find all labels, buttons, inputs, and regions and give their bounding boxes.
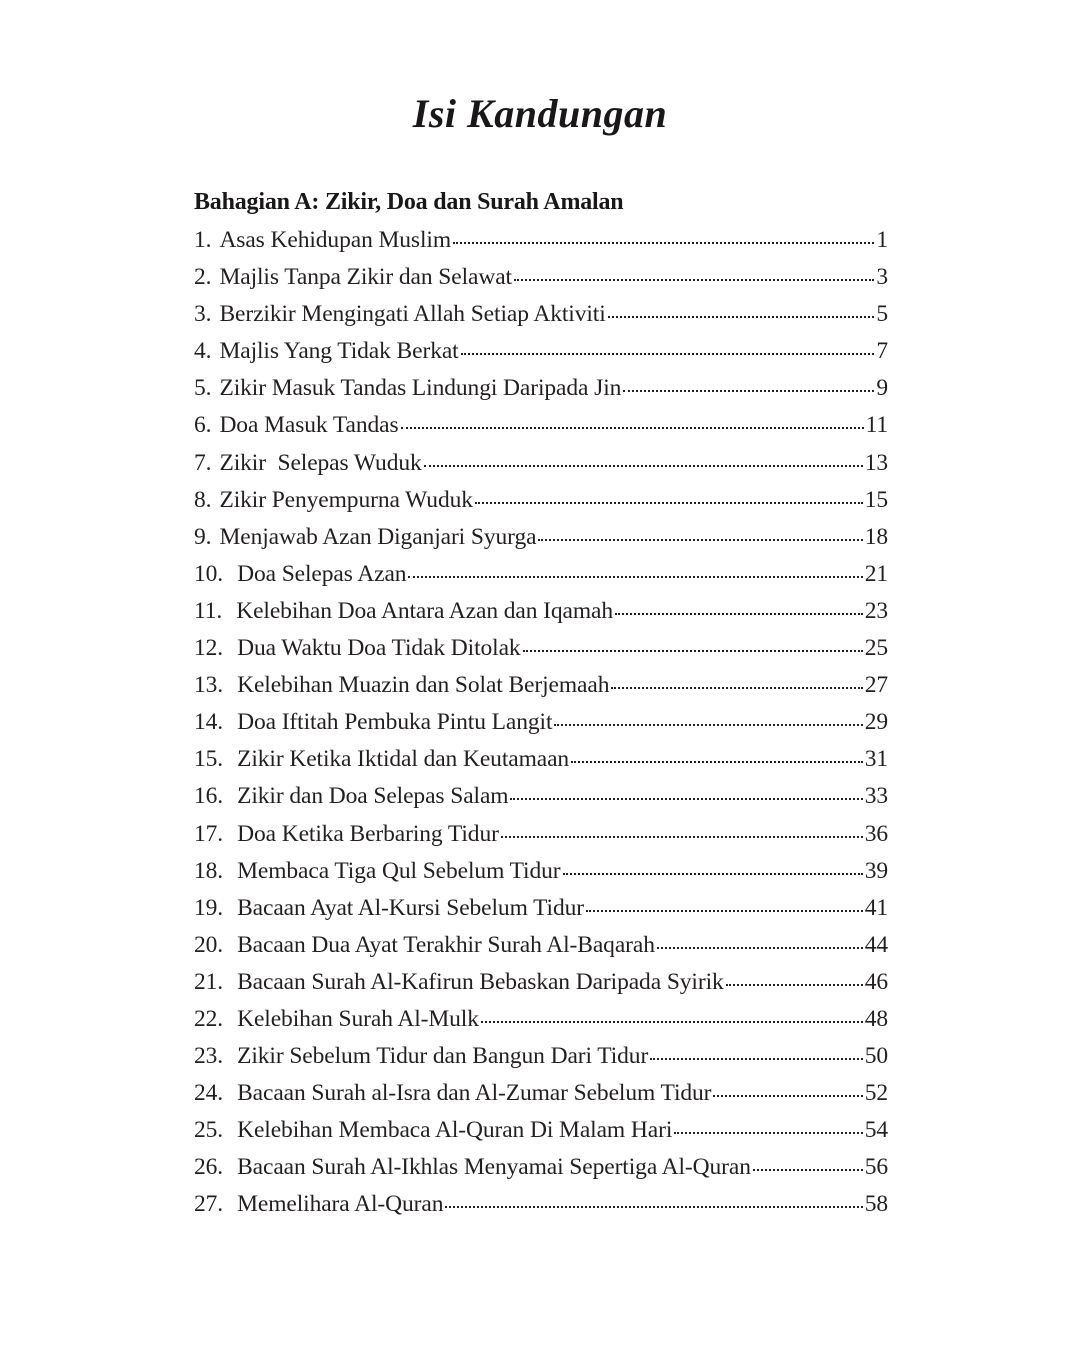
toc-entry-title: Kelebihan Membaca Al-Quran Di Malam Hari	[237, 1117, 673, 1144]
toc-entry-number: 19.	[194, 894, 224, 921]
dot-leader	[623, 372, 874, 396]
toc-entry-page-number: 11	[865, 412, 888, 439]
toc-entry-title: Bacaan Surah Al-Kafirun Bebaskan Daripada Syirik	[237, 968, 724, 995]
toc-entry[interactable]	[194, 407, 888, 444]
toc-entry-number: 17.	[194, 820, 224, 847]
toc-entry[interactable]	[194, 556, 888, 593]
toc-entry-page-number: 46	[864, 968, 888, 995]
toc-entry-page-number: 15	[864, 486, 888, 513]
toc-entry-title: Zikir Penyempurna Wuduk	[219, 486, 473, 513]
toc-entry-page-number: 58	[864, 1191, 888, 1218]
toc-section	[194, 186, 888, 1224]
dot-leader	[514, 261, 874, 285]
dot-leader	[674, 1114, 862, 1138]
toc-entry-page-number: 29	[864, 709, 888, 736]
toc-entry-number: 26.	[194, 1154, 224, 1181]
toc-entry-number: 10.	[194, 560, 224, 587]
toc-entry-title: Doa Selepas Azan	[237, 560, 407, 587]
toc-entry-page-number: 41	[864, 894, 888, 921]
toc-entry-page-number: 9	[876, 375, 888, 402]
toc-entry[interactable]	[194, 890, 888, 927]
toc-entry-number: 7.	[194, 449, 212, 476]
toc-entry-page-number: 31	[864, 746, 888, 773]
toc-entry[interactable]	[194, 445, 888, 482]
toc-entry-number: 15.	[194, 746, 224, 773]
toc-entry-page-number: 54	[864, 1117, 888, 1144]
dot-leader	[571, 743, 863, 767]
toc-entry-title: Majlis Yang Tidak Berkat	[219, 338, 459, 365]
toc-entry-number: 6.	[194, 412, 212, 439]
toc-entry[interactable]	[194, 1075, 888, 1112]
toc-entry-page-number: 39	[864, 857, 888, 884]
toc-entry-title: Berzikir Mengingati Allah Setiap Aktiviti	[219, 301, 606, 328]
toc-entry[interactable]	[194, 259, 888, 296]
toc-entry-number: 16.	[194, 783, 224, 810]
toc-entry-title: Membaca Tiga Qul Sebelum Tidur	[237, 857, 561, 884]
toc-entry-number: 4.	[194, 338, 212, 365]
toc-entry-page-number: 1	[876, 227, 888, 253]
toc-entry[interactable]	[194, 296, 888, 333]
toc-entry-title: Asas Kehidupan Muslim	[219, 227, 452, 253]
dot-leader	[713, 1077, 862, 1101]
toc-entry-number: 1.	[194, 227, 212, 253]
dot-leader	[453, 224, 874, 248]
toc-entry[interactable]	[194, 630, 888, 667]
toc-entry-page-number: 48	[864, 1005, 888, 1032]
dot-leader	[563, 854, 863, 878]
dot-leader	[538, 520, 862, 544]
toc-entry-number: 20.	[194, 931, 224, 958]
toc-entry-page-number: 7	[876, 338, 888, 365]
dot-leader	[501, 817, 863, 841]
toc-entry-number: 13.	[194, 672, 224, 699]
toc-entry[interactable]	[194, 1112, 888, 1149]
dot-leader	[657, 928, 863, 952]
toc-entry-page-number: 23	[864, 597, 888, 624]
toc-entry-title: Kelebihan Surah Al-Mulk	[237, 1005, 479, 1032]
toc-entry[interactable]	[194, 1186, 888, 1223]
toc-entry-page-number: 3	[876, 264, 888, 291]
dot-leader	[481, 1002, 863, 1026]
dot-leader	[523, 632, 863, 656]
toc-entry-title: Bacaan Dua Ayat Terakhir Surah Al-Baqarah	[237, 931, 655, 958]
dot-leader	[461, 335, 875, 359]
toc-entry-number: 12.	[194, 635, 224, 662]
toc-entry-number: 22.	[194, 1005, 224, 1032]
toc-entry[interactable]	[194, 1149, 888, 1186]
toc-entry-title: Kelebihan Muazin dan Solat Berjemaah	[237, 672, 610, 699]
toc-entry[interactable]	[194, 741, 888, 778]
toc-entry-page-number: 33	[864, 783, 888, 810]
page-title: Isi Kandungan	[412, 91, 668, 136]
toc-entry-page-number: 13	[864, 449, 888, 476]
dot-leader	[424, 446, 863, 470]
toc-list	[194, 222, 888, 1224]
section-heading: Bahagian A: Zikir, Doa dan Surah Amalan	[194, 189, 624, 215]
toc-entry-page-number: 21	[864, 560, 888, 587]
toc-entry-number: 14.	[194, 709, 224, 736]
toc-entry[interactable]	[194, 370, 888, 407]
toc-entry-title: Zikir dan Doa Selepas Salam	[237, 783, 509, 810]
dot-leader	[726, 965, 863, 989]
toc-entry-number: 21.	[194, 968, 224, 995]
toc-entry-title: Kelebihan Doa Antara Azan dan Iqamah	[236, 597, 614, 624]
toc-entry-page-number: 18	[864, 523, 888, 550]
toc-entry-title: Bacaan Surah al-Isra dan Al-Zumar Sebelum Tidur	[237, 1080, 712, 1107]
toc-entry[interactable]	[194, 778, 888, 815]
toc-entry-title: Bacaan Ayat Al-Kursi Sebelum Tidur	[237, 894, 584, 921]
toc-entry-page-number: 36	[864, 820, 888, 847]
toc-entry[interactable]	[194, 1001, 888, 1038]
toc-entry-page-number: 56	[864, 1154, 888, 1181]
dot-leader	[608, 298, 875, 322]
toc-entry[interactable]	[194, 593, 888, 630]
toc-entry-title: Zikir Masuk Tandas Lindungi Daripada Jin	[219, 375, 622, 402]
toc-entry-title: Zikir Ketika Iktidal dan Keutamaan	[237, 746, 570, 773]
toc-entry[interactable]	[194, 1038, 888, 1075]
dot-leader	[408, 557, 862, 581]
toc-entry[interactable]	[194, 519, 888, 556]
toc-entry-title: Zikir Selepas Wuduk	[219, 449, 422, 476]
toc-entry-title: Memelihara Al-Quran	[237, 1191, 444, 1218]
dot-leader	[650, 1040, 863, 1064]
toc-entry-number: 18.	[194, 857, 224, 884]
toc-entry-page-number: 5	[876, 301, 888, 328]
dot-leader	[753, 1151, 863, 1175]
toc-entry-number: 11.	[194, 597, 223, 624]
toc-entry-page-number: 44	[864, 931, 888, 958]
toc-entry-number: 23.	[194, 1043, 224, 1070]
toc-entry[interactable]	[194, 333, 888, 370]
toc-entry-title: Doa Iftitah Pembuka Pintu Langit	[237, 709, 553, 736]
toc-entry-number: 5.	[194, 375, 212, 402]
dot-leader	[475, 483, 863, 507]
dot-leader	[445, 1188, 862, 1212]
toc-entry-title: Doa Masuk Tandas	[219, 412, 399, 439]
toc-entry-page-number: 50	[864, 1043, 888, 1070]
toc-entry-number: 2.	[194, 264, 212, 291]
dot-leader	[510, 780, 862, 804]
toc-entry-number: 24.	[194, 1080, 224, 1107]
toc-entry[interactable]	[194, 482, 888, 519]
toc-entry-title: Bacaan Surah Al-Ikhlas Menyamai Sepertiga Al-Quran	[237, 1154, 751, 1181]
toc-entry[interactable]	[194, 704, 888, 741]
toc-entry-number: 3.	[194, 301, 212, 328]
toc-entry-page-number: 25	[864, 635, 888, 662]
toc-entry-page-number: 27	[864, 672, 888, 699]
toc-entry-number: 27.	[194, 1191, 224, 1218]
toc-entry-number: 25.	[194, 1117, 224, 1144]
toc-entry-title: Dua Waktu Doa Tidak Ditolak	[237, 635, 521, 662]
dot-leader	[611, 669, 862, 693]
toc-entry-title: Menjawab Azan Diganjari Syurga	[219, 523, 537, 550]
toc-entry[interactable]	[194, 222, 888, 259]
toc-entry-title: Zikir Sebelum Tidur dan Bangun Dari Tidur	[237, 1043, 649, 1070]
dot-leader	[401, 409, 864, 433]
toc-entry[interactable]	[194, 964, 888, 1001]
dot-leader	[586, 891, 863, 915]
toc-entry-title: Doa Ketika Berbaring Tidur	[237, 820, 499, 847]
toc-entry-number: 9.	[194, 523, 212, 550]
toc-entry[interactable]	[194, 667, 888, 704]
toc-entry-page-number: 52	[864, 1080, 888, 1107]
toc-entry[interactable]	[194, 853, 888, 890]
toc-entry[interactable]	[194, 816, 888, 853]
toc-entry-title: Majlis Tanpa Zikir dan Selawat	[219, 264, 512, 291]
dot-leader	[554, 706, 862, 730]
toc-entry-number: 8.	[194, 486, 212, 513]
dot-leader	[615, 594, 863, 618]
toc-entry[interactable]	[194, 927, 888, 964]
